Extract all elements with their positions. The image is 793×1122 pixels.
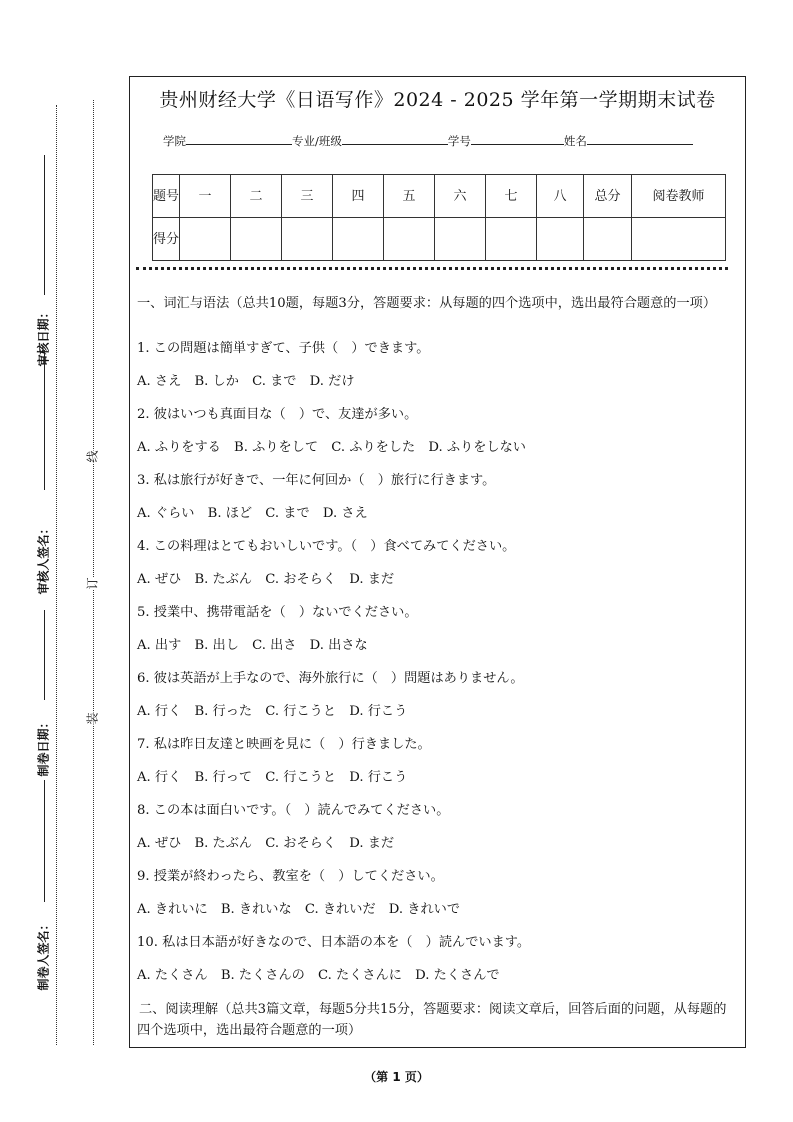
question-text: 2. 彼はいつも真面目な（ ）で、友達が多い。 — [137, 407, 418, 422]
maker-date-label: 制卷日期： — [36, 716, 51, 777]
section2-heading: 二、阅读理解（总共3篇文章，每题5分共15分，答题要求：阅读文章后，回答后面的问题，从每题的四个选项中，选出最符合题意的一项） — [137, 1002, 727, 1038]
outer-dotted-line — [56, 105, 57, 1045]
name-label: 姓名 — [563, 134, 587, 148]
question-list — [137, 339, 737, 999]
col-3: 三 — [282, 175, 333, 218]
question-text: 3. 私は旅行が好きで、一年に何回か（ ）旅行に行きます。 — [137, 473, 496, 488]
question-options: A. 行く B. 行った C. 行こうと D. 行こう — [137, 704, 408, 719]
score-cell[interactable] — [231, 218, 282, 261]
question-number-row — [153, 175, 726, 218]
student-info-row — [163, 133, 693, 149]
col-total: 总分 — [584, 175, 632, 218]
page-number: （第 1 页） — [364, 1070, 429, 1084]
maker-date-blank — [44, 610, 45, 700]
score-table — [152, 174, 726, 261]
col-8: 八 — [537, 175, 584, 218]
reviewer-sign-label: 审核人签名： — [36, 522, 51, 595]
score-cell[interactable] — [435, 218, 486, 261]
exam-frame — [129, 76, 746, 1048]
name-field[interactable] — [587, 133, 693, 145]
col-6: 六 — [435, 175, 486, 218]
col-2: 二 — [231, 175, 282, 218]
question-options: A. さえ B. しか C. まで D. だけ — [137, 374, 355, 389]
reviewer-sign-blank — [44, 350, 45, 490]
question-options: A. たくさん B. たくさんの C. たくさんに D. たくさんで — [137, 968, 500, 983]
question-options: A. 行く B. 行って C. 行こうと D. 行こう — [137, 770, 408, 785]
question-text: 1. この問題は簡単すぎて、子供（ ）できます。 — [137, 341, 430, 356]
section1-heading: 一、词汇与语法（总共10题，每题3分，答题要求：从每题的四个选项中，选出最符合题意的一项） — [137, 296, 717, 311]
review-date-blank — [44, 155, 45, 295]
exam-content — [137, 293, 737, 1041]
major-label: 专业/班级 — [292, 134, 342, 148]
question-text: 6. 彼は英語が上手なので、海外旅行に（ ）問題はありません。 — [137, 671, 524, 686]
dotted-divider — [136, 267, 728, 270]
col-5: 五 — [384, 175, 435, 218]
col-7: 七 — [486, 175, 537, 218]
question-text: 9. 授業が終わったら、教室を（ ）してください。 — [137, 869, 444, 884]
score-cell[interactable] — [632, 218, 726, 261]
score-cell[interactable] — [486, 218, 537, 261]
college-label: 学院 — [163, 134, 186, 148]
question-text: 5. 授業中、携帯電話を（ ）ないでください。 — [137, 605, 418, 620]
review-date-label: 审核日期： — [36, 306, 51, 367]
score-cell[interactable] — [333, 218, 384, 261]
inner-dotted-line — [93, 100, 94, 1045]
exam-title: 贵州财经大学《日语写作》2024 - 2025 学年第一学期期末试卷 — [159, 89, 716, 111]
score-row — [153, 218, 726, 261]
question-options: A. ぜひ B. たぶん C. おそらく D. まだ — [137, 572, 395, 587]
question-options: A. 出す B. 出し C. 出さ D. 出さな — [137, 638, 368, 653]
score-cell[interactable] — [584, 218, 632, 261]
question-text: 8. この本は面白いです。（ ）読んでみてください。 — [137, 803, 450, 818]
major-field[interactable] — [342, 133, 448, 145]
line-char: 线 — [82, 450, 103, 462]
maker-sign-label: 制卷人签名： — [36, 918, 51, 991]
score-cell[interactable] — [384, 218, 435, 261]
score-cell[interactable] — [537, 218, 584, 261]
maker-sign-blank — [44, 780, 45, 902]
col-grader: 阅卷教师 — [632, 175, 726, 218]
col-4: 四 — [333, 175, 384, 218]
question-options: A. ぜひ B. たぶん C. おそらく D. まだ — [137, 836, 395, 851]
question-text: 10. 私は日本語が好きなので、日本語の本を（ ）読んでいます。 — [137, 935, 531, 950]
student-id-label: 学号 — [447, 134, 471, 148]
college-field[interactable] — [186, 133, 292, 145]
question-options: A. ぐらい B. ほど C. まで D. さえ — [137, 506, 368, 521]
bind-char: 订 — [82, 577, 103, 589]
student-id-field[interactable] — [471, 133, 564, 145]
question-text: 7. 私は昨日友達と映画を見に（ ）行きました。 — [137, 737, 431, 752]
question-text: 4. この料理はとてもおいしいです。（ ）食べてみてください。 — [137, 539, 516, 554]
fold-char: 装 — [82, 712, 103, 724]
question-options: A. ふりをする B. ふりをして C. ふりをした D. ふりをしない — [137, 440, 526, 455]
score-cell[interactable] — [282, 218, 333, 261]
score-cell[interactable] — [180, 218, 231, 261]
question-options: A. きれいに B. きれいな C. きれいだ D. きれいで — [137, 902, 461, 917]
col-1: 一 — [180, 175, 231, 218]
score-label: 得分 — [153, 218, 180, 261]
question-number-label: 题号 — [153, 175, 180, 218]
